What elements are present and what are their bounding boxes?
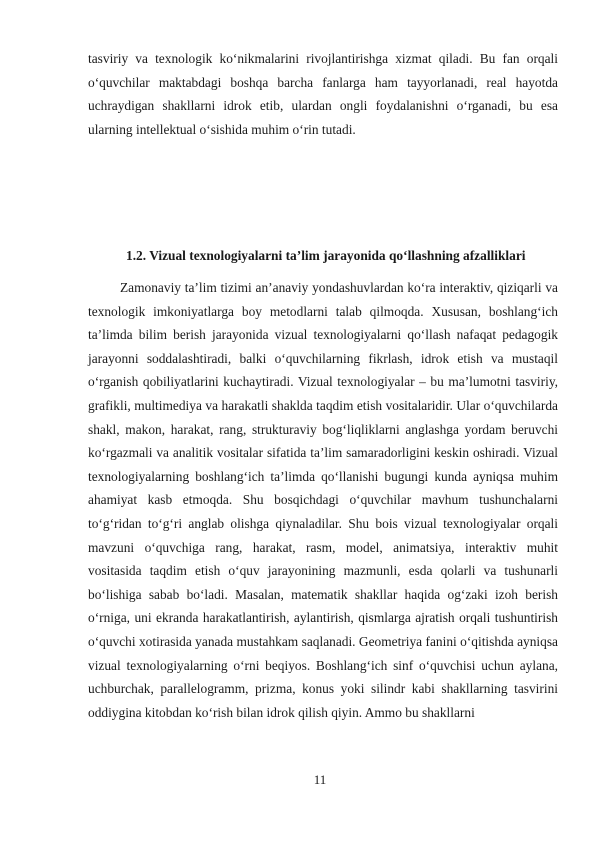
section-heading: 1.2. Vizual texnologiyalarni ta’lim jarayonida qo‘llashning afzalliklari	[126, 248, 526, 263]
body-paragraph-main: Zamonaviy ta’lim tizimi an’anaviy yondashuvlardan ko‘ra interaktiv, qiziqarli va texnologik imkoniyatlarga boy metodlarni talab qilmoqda. Xususan, boshlang‘ich ta’limda bilim berish jarayonida vizual texnologiyalarni qo‘llash nafaqat pedagogik jarayonni soddalashtiradi, balki o‘quvchilarning fikrlash, idrok etish va mustaqil o‘rganish qobiliyatlarini kuchaytiradi. Vizual texnologiyalar – bu ma’lumotni tasviriy, grafikli, multimediya va harakatli shaklda taqdim etish vositalaridir. Ular o‘quvchilarda shakl, makon, harakat, rang, strukturaviy bog‘liqliklarni anglashga yordam beruvchi ko‘rgazmali va analitik vositalar sifatida ta’lim samaradorligini keskin oshiradi. Vizual texnologiyalarning boshlang‘ich ta’limda qo‘llanishi bugungi kunda ayniqsa muhim ahamiyat kasb etmoqda. Shu bosqichdagi o‘quvchilar mavhum tushunchalarni to‘g‘ridan to‘g‘ri anglab olishga qiynaladilar. Shu bois vizual texnologiyalar orqali mavzuni o‘quvchiga rang, harakat, rasm, model, animatsiya, interaktiv muhit vositasida taqdim etish o‘quv jarayonining mazmunli, esda qolarli va tushunarli bo‘lishiga sabab bo‘ladi. Masalan, matematik shakllar haqida og‘zaki izoh berish o‘rniga, uni ekranda harakatlantirish, aylantirish, qismlarga ajratish orqali tushuntirish o‘quvchi xotirasida yanada mustahkam saqlanadi. Geometriya fanini o‘qitishda ayniqsa vizual texnologiyalarning o‘rni beqiyos. Boshlang‘ich sinf o‘quvchisi uchun aylana, uchburchak, parallelogramm, prizma, konus yoki silindr kabi shakllarning tasvirini oddiygina kitobdan ko‘rish bilan idrok qilish qiyin. Ammo bu shakllarni	[88, 280, 558, 720]
body-paragraph-continued: tasviriy va texnologik ko‘nikmalarini rivojlantirishga xizmat qiladi. Bu fan orqali o‘quvchilar maktabdagi boshqa barcha fanlarga ham tayyorlanadi, real hayotda uchraydigan shakllarni idrok etib, ulardan ongli foydalanishni o‘rganadi, bu esa ularning intellektual o‘sishida muhim o‘rin tutadi.	[88, 51, 558, 137]
page-number: 11	[313, 772, 327, 787]
